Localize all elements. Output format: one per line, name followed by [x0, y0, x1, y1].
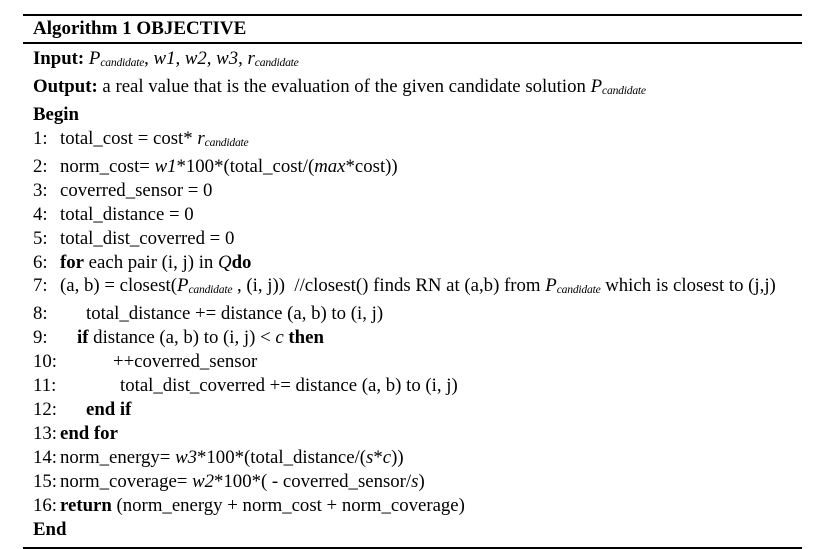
text-segment: r	[247, 48, 255, 69]
text-segment: return	[60, 494, 112, 516]
line-number: 2:	[33, 155, 48, 177]
line-content	[60, 495, 465, 516]
text-segment: end if	[86, 399, 132, 421]
text-segment: then	[288, 327, 324, 349]
line-content	[60, 128, 248, 149]
line-number: 3:	[33, 179, 48, 201]
text-segment: c	[382, 446, 392, 468]
algo-line-11	[33, 374, 802, 398]
text-segment: (a, b) = closest(	[60, 275, 177, 297]
algo-line-2	[33, 155, 802, 179]
text-segment: total_dist_coverred = 0	[60, 227, 235, 249]
text-segment: end for	[60, 422, 118, 444]
text-segment: w3	[175, 446, 198, 468]
line-content	[60, 180, 212, 201]
algo-line-13	[33, 422, 802, 446]
line-number: 8:	[33, 303, 48, 325]
text-segment: s	[411, 470, 419, 492]
line-number: 12:	[33, 399, 57, 421]
algo-line	[33, 103, 802, 127]
line-content	[33, 104, 79, 125]
text-segment: w1	[153, 48, 176, 69]
text-segment: w2	[184, 48, 207, 69]
text-segment: ,	[144, 48, 154, 69]
text-segment: *cost))	[345, 155, 398, 177]
algorithm-box	[23, 14, 802, 549]
line-content	[60, 204, 194, 225]
line-content	[33, 519, 66, 540]
line-content	[60, 327, 324, 348]
text-segment: c	[275, 327, 284, 349]
text-segment: candidate	[188, 283, 233, 297]
line-number: 15:	[33, 470, 57, 492]
text-segment: w1	[154, 155, 177, 177]
text-segment: ))	[391, 446, 404, 468]
line-number: 10:	[33, 351, 57, 373]
algo-line-10	[33, 350, 802, 374]
line-content	[33, 48, 299, 69]
algo-line	[33, 518, 802, 542]
line-content	[33, 76, 646, 97]
text-segment: total_distance += distance (a, b) to (i, j)	[86, 303, 384, 325]
text-segment: *100*(total_cost/(	[176, 155, 315, 177]
algorithm-body	[23, 44, 802, 547]
algo-line-8	[33, 302, 802, 326]
line-number: 13:	[33, 422, 57, 444]
text-segment: ,	[175, 48, 185, 69]
text-segment: P	[545, 275, 557, 297]
text-segment: *	[373, 446, 383, 468]
line-content	[60, 275, 776, 296]
text-segment: norm_coverage=	[60, 470, 193, 492]
algo-line-5	[33, 227, 802, 251]
algo-line-7	[33, 274, 802, 302]
text-segment: ,	[238, 48, 248, 69]
text-segment: P	[88, 48, 101, 69]
text-segment: norm_energy=	[60, 446, 176, 468]
line-content	[60, 303, 383, 324]
text-segment: r	[197, 127, 205, 149]
algo-line-16	[33, 494, 802, 518]
text-segment: w3	[216, 48, 239, 69]
text-segment: (norm_energy + norm_cost + norm_coverage)	[111, 494, 465, 516]
text-segment: P	[176, 275, 189, 297]
text-segment: End	[33, 518, 67, 540]
text-segment: candidate	[204, 136, 249, 149]
text-segment: candidate	[100, 56, 145, 70]
text-segment: a real value that is the evaluation of the given candidate solution	[102, 76, 591, 97]
text-segment: candidate	[556, 283, 601, 297]
line-content	[60, 471, 425, 492]
line-content	[60, 375, 458, 396]
text-segment: Q	[218, 251, 232, 273]
line-content	[60, 423, 118, 444]
text-segment: each pair (i, j) in	[83, 251, 219, 273]
line-number: 4:	[33, 203, 48, 225]
text-segment: total_dist_coverred += distance (a, b) to (i, j)	[120, 375, 458, 397]
text-segment: Input:	[33, 48, 89, 69]
line-number: 9:	[33, 327, 48, 349]
text-segment: total_distance = 0	[60, 203, 194, 225]
text-segment: do	[231, 251, 252, 273]
algo-line-9	[33, 326, 802, 350]
text-segment: w2	[192, 470, 215, 492]
line-content	[60, 156, 398, 177]
line-number: 16:	[33, 494, 57, 516]
text-segment: Output:	[33, 76, 103, 97]
text-segment: for	[60, 251, 84, 273]
text-segment: P	[590, 76, 603, 97]
text-segment: total_cost = cost*	[60, 127, 198, 149]
algo-line	[33, 47, 802, 75]
text-segment: *100*(total_distance/(	[197, 446, 367, 468]
text-segment: coverred_sensor = 0	[60, 179, 213, 201]
algo-line-1	[33, 127, 802, 155]
line-content	[60, 399, 131, 420]
algo-line-14	[33, 446, 802, 470]
text-segment: if	[77, 327, 89, 349]
line-content	[60, 447, 404, 468]
text-segment: , (i, j)) //closest() finds RN at (a,b) from	[232, 275, 546, 297]
line-number: 1:	[33, 127, 48, 149]
line-content	[60, 228, 234, 249]
line-content	[60, 351, 257, 372]
line-number: 14:	[33, 446, 57, 468]
line-number: 7:	[33, 275, 48, 297]
algo-line-15	[33, 470, 802, 494]
text-segment: which is closest to (j,j)	[600, 275, 776, 297]
text-segment: s	[366, 446, 374, 468]
text-segment: Begin	[33, 104, 79, 125]
text-segment: norm_cost=	[60, 155, 155, 177]
algo-line	[33, 75, 802, 103]
text-segment: candidate	[254, 56, 299, 70]
algo-line-4	[33, 203, 802, 227]
line-content	[60, 252, 251, 273]
text-segment: )	[418, 470, 425, 492]
algo-line-12	[33, 398, 802, 422]
text-segment: max	[314, 155, 346, 177]
text-segment: ++coverred_sensor	[113, 351, 258, 373]
text-segment: ,	[206, 48, 217, 69]
line-number: 11:	[33, 375, 57, 397]
text-segment: *100*( - coverred_sensor/	[214, 470, 412, 492]
algo-line-3	[33, 179, 802, 203]
algo-line-6	[33, 251, 802, 275]
line-number: 5:	[33, 227, 48, 249]
algorithm-title: Algorithm 1 OBJECTIVE	[23, 16, 802, 44]
text-segment: distance (a, b) to (i, j) <	[88, 327, 276, 349]
line-number: 6:	[33, 251, 48, 273]
text-segment: candidate	[602, 84, 646, 98]
